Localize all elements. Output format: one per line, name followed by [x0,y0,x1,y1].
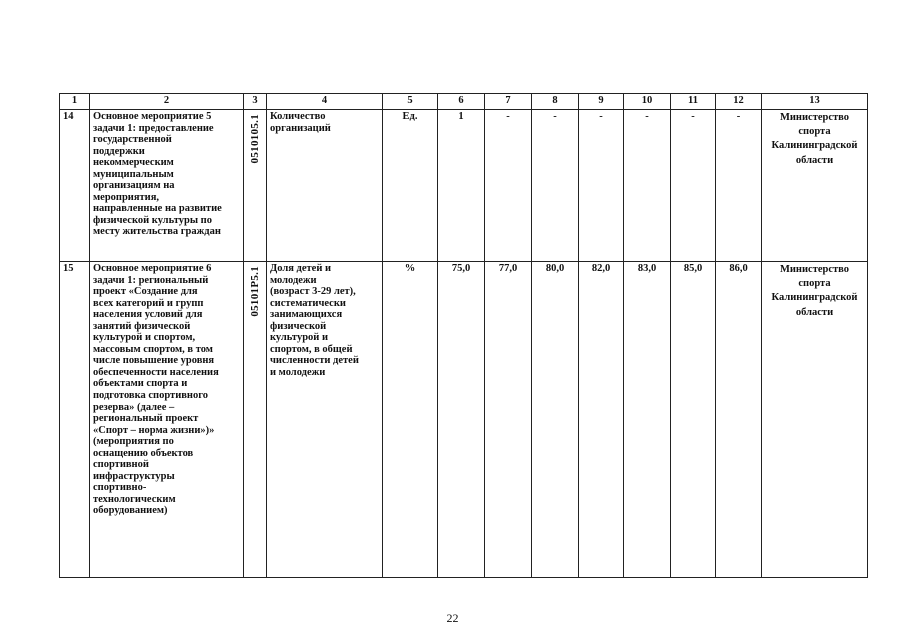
value-cell: - [716,110,762,262]
value-cell: - [485,110,532,262]
indicator-name: Доля детей и молодежи (возраст 3-29 лет), систематически занимающихся физической культурой и спортом, в общей численности детей и молодежи [267,262,383,578]
value-cell: 80,0 [532,262,579,578]
value-cell: - [624,110,671,262]
header-cell: 13 [762,94,868,110]
header-cell: 10 [624,94,671,110]
header-cell: 7 [485,94,532,110]
value-cell: 77,0 [485,262,532,578]
value-cell: 75,0 [438,262,485,578]
header-cell: 11 [671,94,716,110]
header-cell: 2 [90,94,244,110]
header-cell: 12 [716,94,762,110]
value-cell: 82,0 [579,262,624,578]
header-cell: 9 [579,94,624,110]
header-cell: 1 [60,94,90,110]
unit: Ед. [383,110,438,262]
value-cell: 85,0 [671,262,716,578]
table-header-row [60,94,868,110]
header-cell: 8 [532,94,579,110]
row-number: 14 [60,110,90,262]
event-name: Основное мероприятие 5 задачи 1: предоставление государственной поддержки некоммерческим муниципальным организациям на мероприятия, направленные на развитие физической культуры по месту жительства граждан [90,110,244,262]
budget-code: 05101Р5.1 [248,266,261,317]
responsible-org: Министерство спорта Калининградской области [762,262,868,578]
code-cell [244,110,267,262]
indicator-name: Количество организаций [267,110,383,262]
table-row [60,262,868,578]
row-number: 15 [60,262,90,578]
page-number: 22 [446,611,459,625]
header-cell: 6 [438,94,485,110]
table-row [60,110,868,262]
value-cell: - [671,110,716,262]
responsible-org: Министерство спорта Калининградской области [762,110,868,262]
value-cell: 1 [438,110,485,262]
value-cell: - [532,110,579,262]
event-name: Основное мероприятие 6 задачи 1: региональный проект «Создание для всех категорий и групп населения условий для занятий физической культурой и спортом, массовым спортом, в том числе повышение уровня обеспеченности населения объектами спорта и подготовка спортивного резерва» (далее – региональный проект «Спорт – норма жизни»)» (мероприятия по оснащению объектов спортивной инфраструктуры спортивно- технологическим оборудованием) [90,262,244,578]
value-cell: - [579,110,624,262]
value-cell: 86,0 [716,262,762,578]
value-cell: 83,0 [624,262,671,578]
header-cell: 4 [267,94,383,110]
plan-table [59,93,868,578]
header-cell: 3 [244,94,267,110]
code-cell [244,262,267,578]
budget-code: 0510105.1 [248,114,261,164]
unit: % [383,262,438,578]
header-cell: 5 [383,94,438,110]
